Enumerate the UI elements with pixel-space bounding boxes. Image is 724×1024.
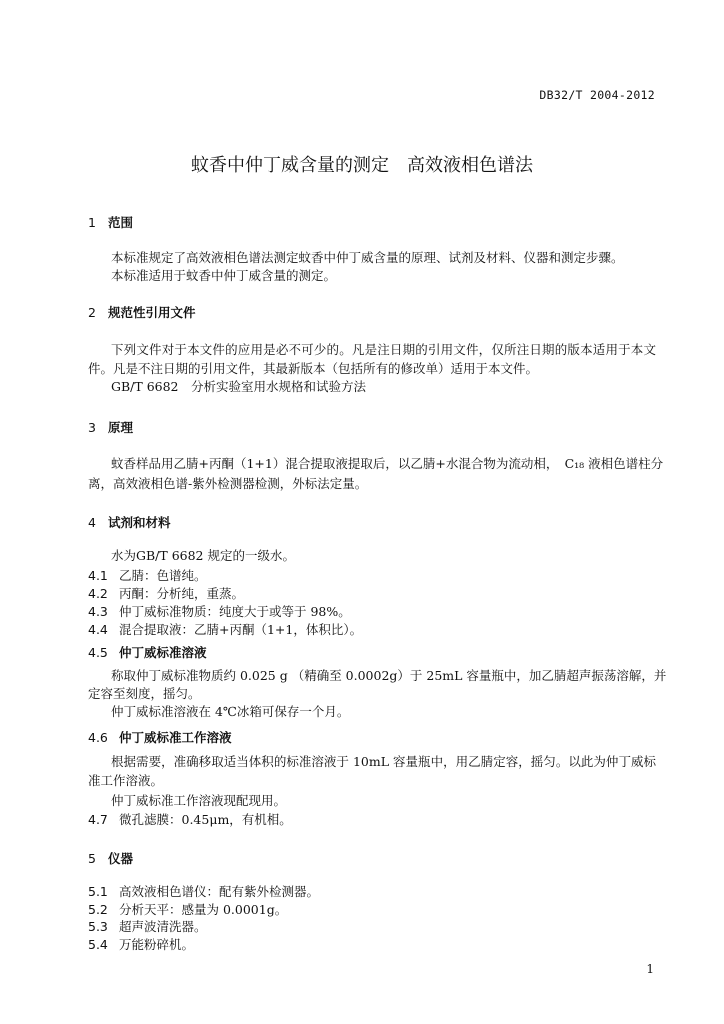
list-item bbox=[88, 602, 351, 620]
paragraph-line: 仲丁威标准溶液在 4℃冰箱可保存一个月。 bbox=[111, 704, 350, 719]
section-4-heading bbox=[88, 513, 171, 531]
normative-reference: GB/T 6682 分析实验室用水规格和试验方法 bbox=[111, 379, 367, 394]
section-title: 仪器 bbox=[108, 851, 134, 866]
subsection-number: 4.5 bbox=[88, 645, 108, 660]
list-item bbox=[88, 917, 207, 935]
paragraph-line: 根据需要，准确移取适当体积的标准溶液于 10mL 容量瓶中，用乙腈定容，摇匀。以此为仲丁威标 bbox=[111, 754, 656, 769]
section-number: 1 bbox=[88, 215, 96, 230]
item-text: 高效液相色谱仪：配有紫外检测器。 bbox=[119, 884, 320, 899]
section-2-heading bbox=[88, 303, 196, 321]
subsection-4-5-heading bbox=[88, 643, 207, 661]
item-text: 乙腈：色谱纯。 bbox=[119, 568, 207, 583]
item-number: 5.1 bbox=[88, 884, 108, 899]
paragraph: 本标准规定了高效液相色谱法测定蚊香中仲丁威含量的原理、试剂及材料、仪器和测定步骤。 bbox=[111, 250, 624, 265]
item-text: 仲丁威标准物质：纯度大于或等于 98%。 bbox=[119, 604, 351, 619]
subsection-title: 仲丁威标准溶液 bbox=[119, 645, 207, 660]
paragraph-line: 称取仲丁威标准物质约 0.025 g （精确至 0.0002g）于 25mL 容量瓶中，加乙腈超声振荡溶解，并 bbox=[111, 668, 667, 683]
subsection-title: 仲丁威标准工作溶液 bbox=[119, 730, 232, 745]
item-text: 超声波清洗器。 bbox=[119, 919, 207, 934]
item-number: 5.2 bbox=[88, 902, 108, 917]
paragraph-line: 离，高效液相色谱-紫外检测器检测，外标法定量。 bbox=[88, 476, 368, 491]
list-item bbox=[88, 882, 319, 900]
item-number: 4.1 bbox=[88, 568, 108, 583]
section-number: 3 bbox=[88, 420, 96, 435]
item-text: 丙酮：分析纯，重蒸。 bbox=[119, 586, 245, 601]
section-title: 范围 bbox=[108, 215, 134, 230]
item-number: 4.7 bbox=[88, 812, 108, 827]
list-item bbox=[88, 566, 207, 584]
standard-code: DB32/T 2004-2012 bbox=[539, 88, 655, 102]
subsection-4-6-heading bbox=[88, 728, 232, 746]
section-number: 5 bbox=[88, 851, 96, 866]
item-number: 4.3 bbox=[88, 604, 108, 619]
item-text: 微孔滤膜：0.45μm，有机相。 bbox=[119, 812, 292, 827]
paragraph-line: 件。凡是不注日期的引用文件，其最新版本（包括所有的修改单）适用于本文件。 bbox=[88, 361, 539, 376]
item-number: 5.4 bbox=[88, 937, 108, 952]
section-1-heading bbox=[88, 213, 133, 231]
document-title: 蚊香中仲丁威含量的测定 高效液相色谱法 bbox=[191, 155, 533, 176]
paragraph: 水为GB/T 6682 规定的一级水。 bbox=[111, 548, 295, 563]
item-number: 4.4 bbox=[88, 622, 108, 637]
item-text: 万能粉碎机。 bbox=[119, 937, 195, 952]
subsection-number: 4.6 bbox=[88, 730, 108, 745]
item-number: 5.3 bbox=[88, 919, 108, 934]
paragraph: 本标准适用于蚊香中仲丁威含量的测定。 bbox=[111, 268, 337, 283]
item-text: 分析天平：感量为 0.0001g。 bbox=[119, 902, 288, 917]
section-title: 试剂和材料 bbox=[108, 515, 171, 530]
section-number: 2 bbox=[88, 305, 96, 320]
section-title: 规范性引用文件 bbox=[108, 305, 196, 320]
list-item bbox=[88, 584, 244, 602]
item-text: 混合提取液：乙腈+丙酮（1+1，体积比）。 bbox=[119, 622, 363, 637]
section-3-heading bbox=[88, 418, 133, 436]
paragraph-line: 准工作溶液。 bbox=[88, 773, 164, 788]
section-title: 原理 bbox=[108, 420, 134, 435]
list-item bbox=[88, 935, 194, 953]
list-item bbox=[88, 900, 287, 918]
list-item bbox=[88, 620, 362, 638]
paragraph-line: 蚊香样品用乙腈+丙酮（1+1）混合提取液提取后，以乙腈+水混合物为流动相， C₁₈ 液相色谱柱分 bbox=[111, 456, 664, 471]
section-number: 4 bbox=[88, 515, 96, 530]
paragraph-line: 定容至刻度，摇匀。 bbox=[88, 686, 201, 701]
item-number: 4.2 bbox=[88, 586, 108, 601]
section-5-heading bbox=[88, 849, 133, 867]
paragraph-line: 仲丁威标准工作溶液现配现用。 bbox=[111, 793, 287, 808]
list-item bbox=[88, 810, 292, 828]
page-number: 1 bbox=[646, 962, 654, 976]
paragraph-line: 下列文件对于本文件的应用是必不可少的。凡是注日期的引用文件，仅所注日期的版本适用于本文 bbox=[111, 342, 656, 357]
